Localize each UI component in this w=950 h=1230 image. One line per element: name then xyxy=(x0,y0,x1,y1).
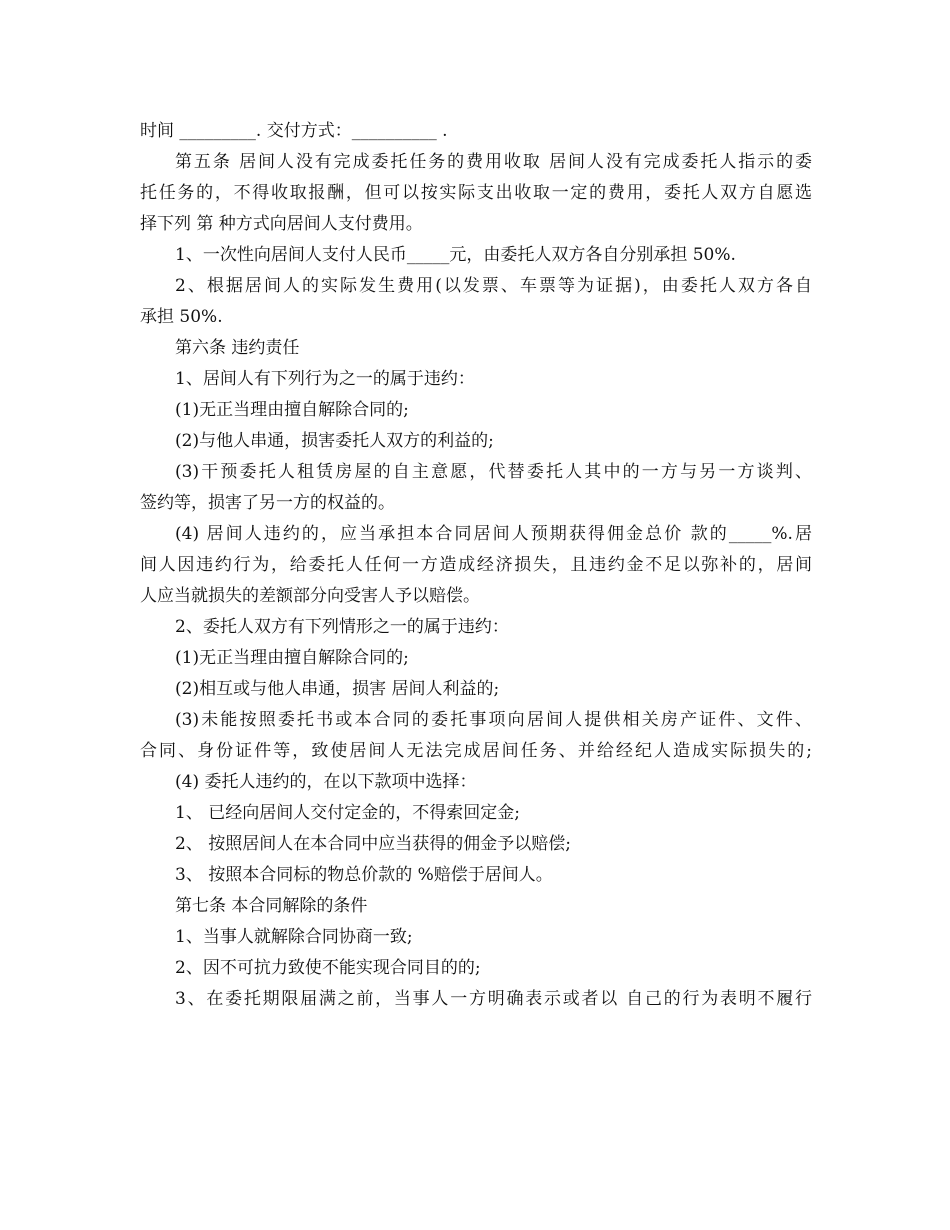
text-line: 3、 按照本合同标的物总价款的 %赔偿于居间人。 xyxy=(175,865,553,885)
document-page xyxy=(140,116,812,1015)
text-line: 2、 按照居间人在本合同中应当获得的佣金予以赔偿; xyxy=(175,834,571,854)
text-line: 第七条 本合同解除的条件 xyxy=(175,896,368,916)
text-line: 2、因不可抗力致使不能实现合同目的的; xyxy=(175,958,481,978)
text-line: (2)相互或与他人串通，损害 居间人利益的; xyxy=(175,679,500,699)
text-line: (3)未能按照委托书或本合同的委托事项向居间人提供相关房产证件、文件、 xyxy=(175,710,812,730)
text-line: 2、根据居间人的实际发生费用(以发票、车票等为证据)，由委托人双方各自 xyxy=(175,276,812,296)
text-line: 人应当就损失的差额部分向受害人予以赔偿。 xyxy=(140,586,480,606)
text-line: 第五条 居间人没有完成委托任务的费用收取 居间人没有完成委托人指示的委 xyxy=(175,152,812,172)
text-line: (1)无正当理由擅自解除合同的; xyxy=(175,648,409,668)
text-line: (4) 居间人违约的，应当承担本合同居间人预期获得佣金总价 款的_____%.居 xyxy=(175,524,812,544)
text-line: (1)无正当理由擅自解除合同的; xyxy=(175,400,409,420)
text-line: 间人因违约行为，给委托人任何一方造成经济损失，且违约金不足以弥补的，居间 xyxy=(140,555,812,575)
text-line: 1、 已经向居间人交付定金的，不得索回定金; xyxy=(175,803,520,823)
text-line: 托任务的，不得收取报酬，但可以按实际支出收取一定的费用，委托人双方自愿选 xyxy=(140,183,812,203)
text-line: 1、居间人有下列行为之一的属于违约： xyxy=(175,369,475,389)
text-line: 3、在委托期限届满之前，当事人一方明确表示或者以 自己的行为表明不履行 xyxy=(175,989,812,1009)
text-line: 第六条 违约责任 xyxy=(175,338,300,358)
text-line: 1、一次性向居间人支付人民币_____元，由委托人双方各自分别承担 50%. xyxy=(175,245,736,265)
text-line: 承担 50%. xyxy=(140,307,223,327)
text-line: 合同、身份证件等，致使居间人无法完成居间任务、并给经纪人造成实际损失的; xyxy=(140,741,812,761)
text-line: 1、当事人就解除合同协商一致; xyxy=(175,927,413,947)
text-line: 签约等，损害了另一方的权益的。 xyxy=(140,493,395,513)
text-line: 时间 _________. 交付方式：__________ . xyxy=(140,121,448,141)
text-line: (4) 委托人违约的，在以下款项中选择： xyxy=(175,772,477,792)
text-line: (2)与他人串通，损害委托人双方的利益的; xyxy=(175,431,494,451)
text-line: (3)干预委托人租赁房屋的自主意愿，代替委托人其中的一方与另一方谈判、 xyxy=(175,462,812,482)
text-line: 2、委托人双方有下列情形之一的属于违约： xyxy=(175,617,509,637)
text-line: 择下列 第 种方式向居间人支付费用。 xyxy=(140,214,423,234)
